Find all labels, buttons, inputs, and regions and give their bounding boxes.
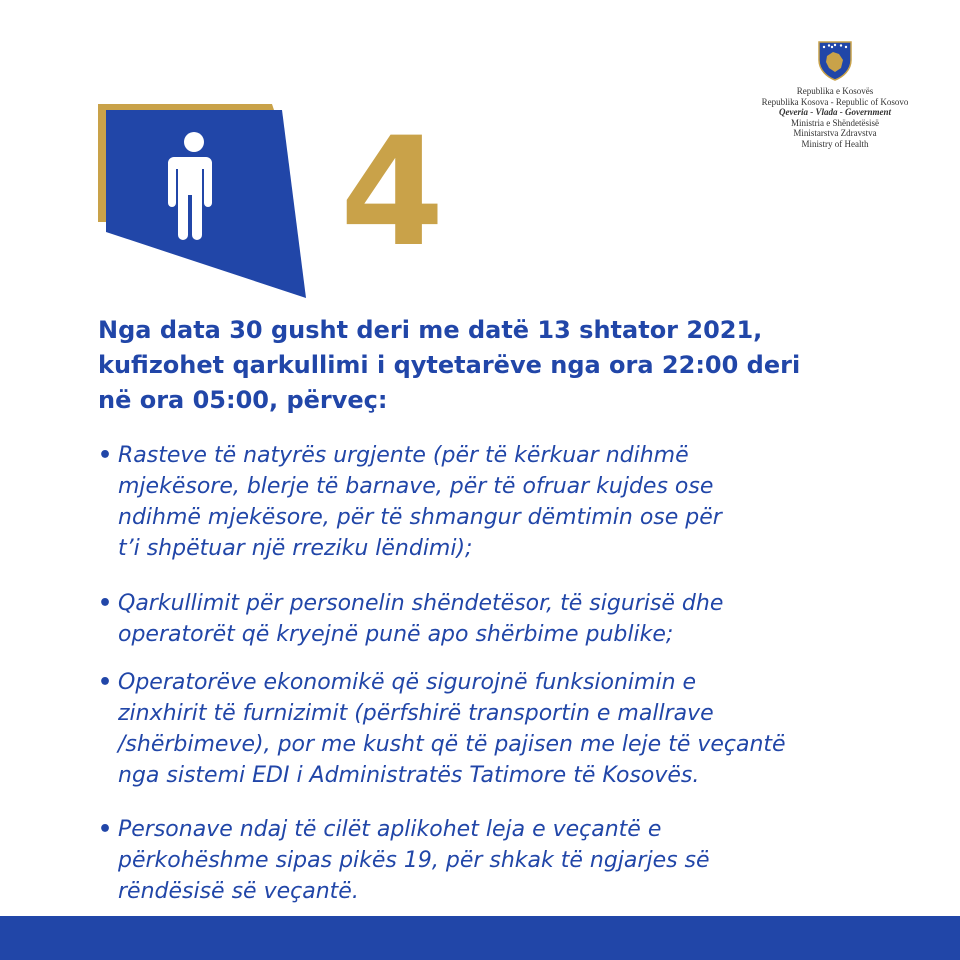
bullet-line: Qarkullimit për personelin shëndetësor, të sigurisë dhe [118,591,724,616]
headline [98,313,938,418]
bullet-dot: • [98,443,113,468]
bullet-line: rëndësisë së veçantë. [118,879,359,904]
bullet-line: përkohëshme sipas pikës 19, për shkak të ngjarjes së [118,848,710,873]
bullet-line: Operatorëve ekonomikë që sigurojnë funksionimin e [118,670,697,695]
step-number: 4 [340,106,445,280]
bullet-line: Rasteve të natyrës urgjente (për të kërkuar ndihmë [118,443,689,468]
bullet-line: operatorët që kryejnë punë apo shërbime publike; [118,622,674,647]
gold-frame-shape [100,104,274,110]
gov-line-6: Ministry of Health [801,138,869,149]
blue-emblem [96,102,312,302]
gov-line-3: Qeveria - Vlada - Government [779,107,891,117]
bullet-dot: • [98,817,113,842]
headline-line-2: kufizohet qarkullimi i qytetarëve nga ora 22:00 deri [98,351,801,379]
bullet-line: nga sistemi EDI i Administratës Tatimore të Kosovës. [118,763,700,788]
bullet-dot: • [98,670,113,695]
gold-frame-edge [98,104,106,222]
gov-line-4: Ministria e Shëndetësisë [791,117,879,128]
list-item [98,814,938,907]
bullet-line: zinxhirit të furnizimit (përfshirë transportin e mallrave [118,701,714,726]
headline-line-1: Nga data 30 gusht deri me datë 13 shtator 2021, [98,316,763,344]
footer-band [0,916,960,960]
government-logo [755,38,915,149]
list-item [98,440,938,564]
bullet-dot: • [98,591,113,616]
bullet-line: mjekësore, blerje të barnave, për të ofruar kujdes ose [118,474,714,499]
kosovo-seal-icon [815,38,855,82]
bullet-line: Personave ndaj të cilët aplikohet leja e veçantë e [118,817,662,842]
list-item [98,588,938,650]
bullet-line: ndihmë mjekësore, për të shmangur dëmtimin ose për [118,505,722,530]
bullet-line: /shërbimeve), por me kusht që të pajisen me leje të veçantë [118,732,786,757]
gov-line-1: Republika e Kosovës [796,86,874,96]
bullet-line: t’i shpëtuar një rreziku lëndimi); [118,536,473,561]
headline-line-3: në ora 05:00, përveç: [98,386,388,414]
gov-line-2: Republika Kosova - Republic of Kosovo [761,96,909,107]
gov-line-5: Ministarstva Zdravstva [793,128,877,138]
list-item [98,667,938,791]
